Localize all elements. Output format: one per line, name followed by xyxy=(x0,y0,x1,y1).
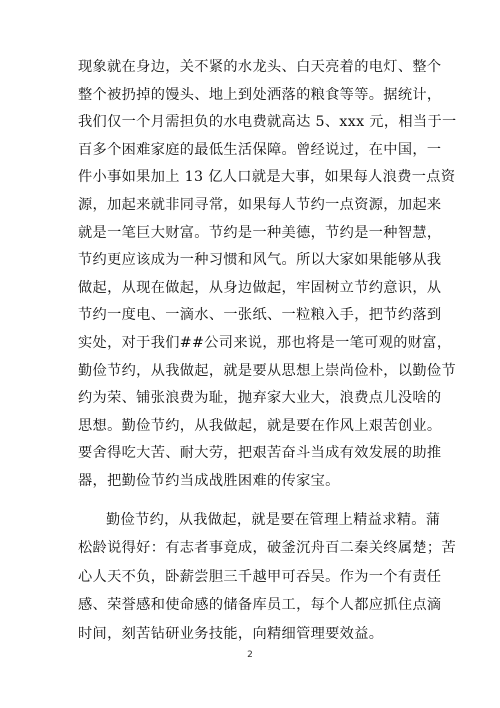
text-line: 实处，对于我们##公司来说，那也将是一笔可观的财富， xyxy=(78,334,452,351)
page-number: 2 xyxy=(247,650,253,660)
text-line: 勤俭节约，从我做起，就是要从思想上崇尚俭朴，以勤俭节 xyxy=(78,362,456,379)
text-line: 做起，从现在做起，从身边做起，牢固树立节约意识，从 xyxy=(78,279,442,296)
text-line: 就是一笔巨大财富。节约是一种美德，节约是一种智慧， xyxy=(78,224,442,241)
paragraph-2 xyxy=(78,506,456,648)
text-line: 勤俭节约，从我做起，就是要在管理上精益求精。蒲 xyxy=(106,512,441,528)
text-line: 节约更应该成为一种习惯和风气。所以大家如果能够从我 xyxy=(78,252,442,269)
text-line: 感、荣誉感和使命感的储备库员工，每个人都应抓住点滴 xyxy=(78,597,442,614)
text-line: 心人天不负，卧薪尝胆三千越甲可吞吴。作为一个有责任 xyxy=(78,568,442,585)
text-line: 源，加起来就非同寻常，如果每人节约一点资源，加起来 xyxy=(78,196,442,213)
text-line: 百多个困难家庭的最低生活保障。曾经说过，在中国，一 xyxy=(78,141,442,158)
text-line: 现象就在身边，关不紧的水龙头、白天亮着的电灯、整个 xyxy=(78,59,442,75)
paragraph-1 xyxy=(78,54,457,496)
text-line: 整个被扔掉的馒头、地上到处洒落的粮食等等。据统计， xyxy=(78,86,442,103)
text-line: 松龄说得好：有志者事竟成，破釜沉舟百二秦关终属楚；苦 xyxy=(78,540,456,557)
text-line: 我们仅一个月需担负的水电费就高达 5、xxx 元，相当于一 xyxy=(78,114,457,131)
text-line: 器，把勤俭节约当成战胜困难的传家宝。 xyxy=(78,472,340,489)
text-line: 思想。勤俭节约，从我做起，就是要在作风上艰苦创业。 xyxy=(78,417,442,434)
text-line: 约为荣、铺张浪费为耻，抛弃家大业大，浪费点儿没啥的 xyxy=(78,390,442,407)
text-line: 要舍得吃大苦、耐大劳，把艰苦奋斗当成有效发展的助推 xyxy=(78,445,442,462)
text-line: 件小事如果加上 13 亿人口就是大事，如果每人浪费一点资 xyxy=(78,169,456,186)
text-line: 时间，刻苦钻研业务技能，向精细管理要效益。 xyxy=(78,625,384,642)
text-line: 节约一度电、一滴水、一张纸、一粒粮入手，把节约落到 xyxy=(78,307,442,324)
